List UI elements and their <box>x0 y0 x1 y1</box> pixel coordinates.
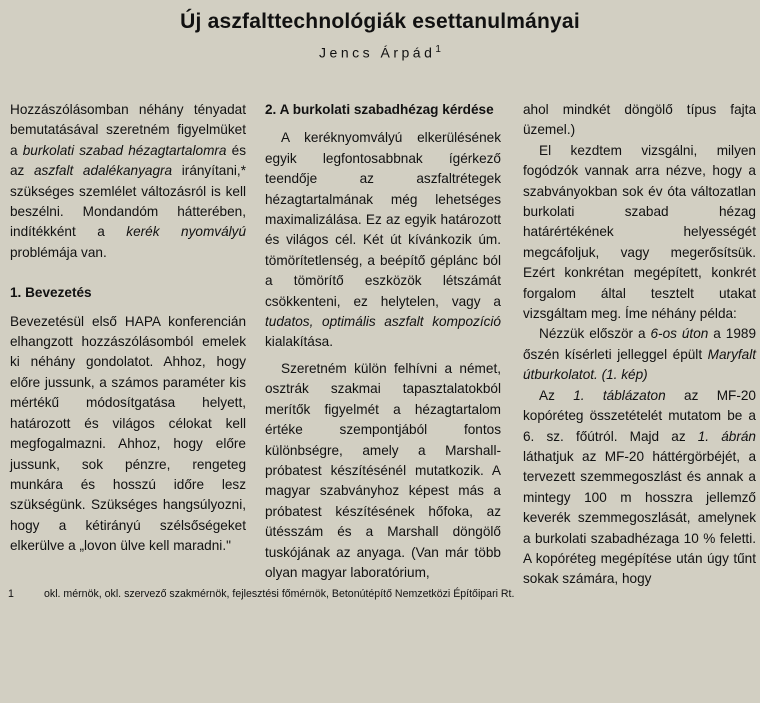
section-1-paragraph: Bevezetésül első HAPA konferencián elhangzott hozzászólásomból emelek ki néhány gondolatot. Ahhoz, hogy előre jussunk, a számos paraméter kis mértékű módosítgatása helyett, határozott és világos célokat kell megfogalmazni. Ahhoz, hogy előre jussunk, sok pénzre, rengeteg munkára és hosszú időre lesz szükségünk. Szükséges hangsúlyozni, hogy a kétirányú szélsőségeket elkerülve a „lovon ülve kell maradni." <box>10 313 246 554</box>
section-2-paragraph-2: Szeretném külön felhívni a német, osztrák szakmai tapasztalatokból merítők figyelmét a hézagtartalom értéke szempontjából fontos különbségre, amely a Marshall-próbatest készítésénél mutatkozik. A magyar szabványhoz képest más a próbatest készítésének hőfoka, az ütésszám és a Marshall döngölő tuskójának az anyaga. (Van már több olyan magyar laboratórium, <box>265 360 501 580</box>
footnote-mark: 1 <box>8 588 14 600</box>
emphasis-text: 1. táblázaton <box>573 387 666 403</box>
column-3 <box>523 100 756 590</box>
emphasis-text: aszfalt adalékanyagra <box>34 163 173 179</box>
emphasis-text: tudatos, optimális aszfalt kompozíció <box>265 314 501 330</box>
article-title: Új aszfalttechnológiák esettanulmányai <box>180 10 580 33</box>
col3-paragraph-0: ahol mindkét döngölő típus fajta üzemel.) <box>523 102 756 138</box>
col3-paragraph-1: El kezdtem vizsgálni, milyen fogódzók vannak arra nézve, hogy a szabványokban sok év óta változatlan burkolati szabad hézag határértékének helyességét megcáfoljuk, vagy megerősítsük. Ezért konkrétan megépített, konkrét forgalom által tesztelt utakat vizsgáltam meg. Íme néhány példa: <box>523 142 756 322</box>
author-line <box>0 44 760 61</box>
section-heading-2: 2. A burkolati szabadhézag kérdése <box>265 102 494 117</box>
col3-paragraph-3: Az 1. táblázaton az MF-20 kopóréteg összetételét mutatom be a 6. sz. főútról. Majd az 1. ábrán láthatjuk az MF-20 háttérgörbéjét, a tervezett szemmegoszlást és annak a mintegy 100 m hosszra jellemző keverék szemmegoszlását, amelynek a burkolati szabadhézaga 10 % feletti. A kopóréteg megépítése után úgy tűnt sokak számára, hogy <box>523 387 756 587</box>
emphasis-text: kerék nyomvályú <box>126 224 247 240</box>
footnote <box>8 588 758 600</box>
intro-paragraph: Hozzászólásomban néhány tényadat bemutatásával szeretném figyelmüket a burkolati szabad hézagtartalomra és az aszfalt adalékanyagra irányítani,* szükséges szemlélet változásról is kell beszélni. Mondandóm hátterében, indítékként a kerék nyomvályú problémája van. <box>10 102 247 260</box>
emphasis-text: burkolati szabad hézagtartalomra <box>22 142 227 158</box>
section-2-paragraph-1: A keréknyomvályú elkerülésének egyik legfontosabbnak ígérkező teendője az aszfaltrétegek hézagtartalmának még lehetséges maximalizálása. Ez az egyik határozott és világos cél. Két út kívánkozik úm. tömörítetlenség, a beépítő géplánc ból a tömörítő eszközök létszámát csökkenteni, ez helytelen, vagy a tudatos, optimális aszfalt kompozíció kialakítása. <box>265 130 501 350</box>
emphasis-text: 6-os úton <box>650 326 709 342</box>
col3-paragraph-2: Nézzük először a 6-os úton a 1989 őszén kísérleti jelleggel épült Maryfalt útburkolatot. (1. kép) <box>523 326 757 383</box>
footnote-text: okl. mérnök, okl. szervező szakmérnök, fejlesztési főmérnök, Betonútépítő Nemzetközi Építőipari Rt. <box>44 588 515 600</box>
section-heading-1: 1. Bevezetés <box>10 285 92 301</box>
author-footnote-mark: 1 <box>435 44 441 55</box>
emphasis-text: Maryfalt útburkolatot. (1. kép) <box>523 346 756 383</box>
author-name: Jencs Árpád <box>319 44 436 61</box>
column-2 <box>265 100 501 583</box>
emphasis-text: 1. ábrán <box>697 428 756 444</box>
column-1 <box>10 100 246 557</box>
